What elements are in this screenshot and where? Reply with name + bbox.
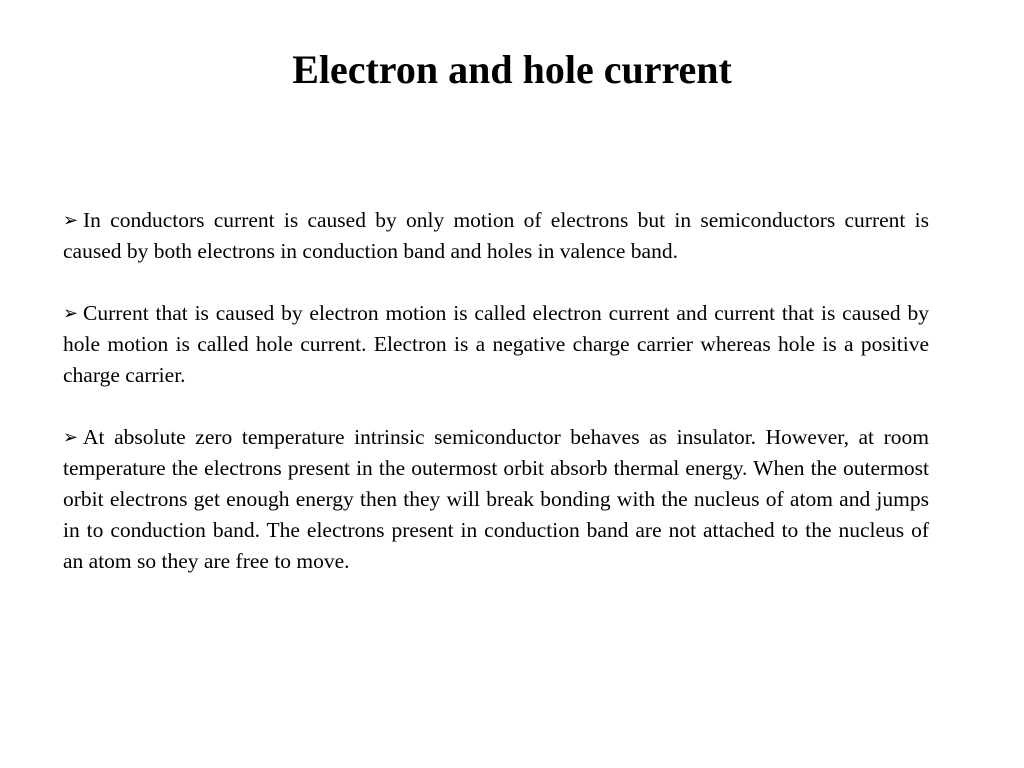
slide-content: [63, 205, 929, 608]
paragraph-text-3: At absolute zero temperature intrinsic semiconductor behaves as insulator. However, at room temperature the electrons present in the outermost orbit absorb thermal energy. When the outermost orbit electrons get enough energy then they will break bonding with the nucleus of atom and jumps in to conduction band. The electrons present in conduction band are not attached to the nucleus of an atom so they are free to move.: [63, 425, 929, 573]
paragraph-text-2: Current that is caused by electron motion is called electron current and current that is caused by hole motion is called hole current. Electron is a negative charge carrier whereas hole is a positive charge carrier.: [63, 301, 929, 387]
arrowhead-bullet-icon: ➢: [63, 303, 79, 324]
slide-title: Electron and hole current: [292, 47, 732, 92]
bullet-paragraph-1: [63, 205, 929, 267]
bullet-paragraph-3: [63, 422, 929, 577]
arrowhead-bullet-icon: ➢: [63, 210, 79, 231]
bullet-paragraph-2: [63, 298, 929, 391]
paragraph-text-1: In conductors current is caused by only motion of electrons but in semiconductors current is caused by both electrons in conduction band and holes in valence band.: [63, 208, 929, 263]
arrowhead-bullet-icon: ➢: [63, 427, 79, 448]
